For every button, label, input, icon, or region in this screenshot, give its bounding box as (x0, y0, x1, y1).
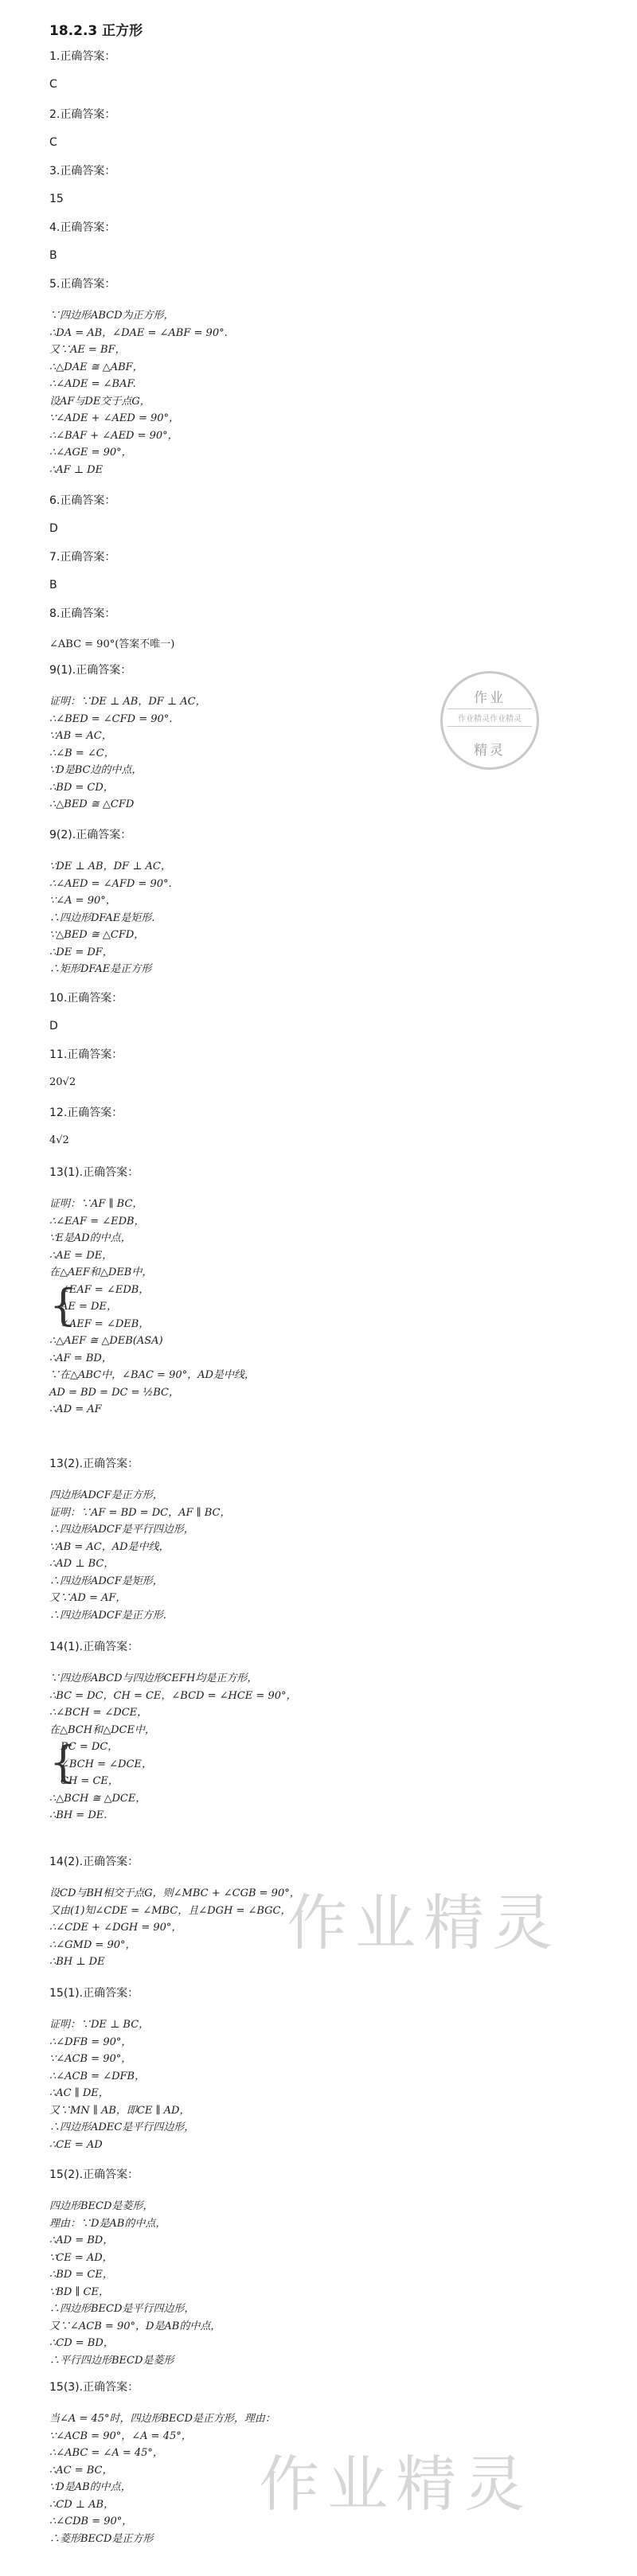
question-label: 1.正确答案： (49, 50, 116, 63)
question-label: 6.正确答案： (49, 494, 116, 507)
solution-line: ∵∠ACB = 90°， (49, 2053, 132, 2065)
solution-line: ∵D是AB的中点， (49, 2481, 131, 2493)
question-label: 14(2).正确答案： (49, 1856, 139, 1868)
solution-line: ∵∠ACB = 90°，∠A = 45°， (49, 2430, 192, 2442)
solution-line: ∴AC = BC， (49, 2464, 113, 2476)
question-label: 9(2).正确答案： (49, 829, 132, 841)
solution-line: AE = DE， (61, 1301, 117, 1313)
solution-line: ∴∠ACB = ∠DFB， (49, 2070, 146, 2082)
solution-line: ∴四边形DFAE是矩形. (49, 911, 155, 924)
solution-line: ∵∠A = 90°， (49, 895, 116, 907)
watermark-text: 作业精灵 (287, 1887, 561, 1958)
solution-line: ∴DE = DF， (49, 946, 113, 958)
watermark-stamp (440, 671, 539, 770)
solution-line: 当∠A = 45°时，四边形BECD是正方形，理由： (49, 2413, 276, 2425)
question-2 (49, 107, 607, 149)
solution-line: ∴∠BCH = ∠DCE， (49, 1707, 148, 1719)
solution-line: ∴∠BAF + ∠AED = 90°， (49, 429, 178, 442)
solution-line: 又∵MN ∥ AB，即CE ∥ AD， (49, 2104, 190, 2117)
question-label: 8.正确答案： (49, 607, 116, 620)
solution-line: ∴AF ⊥ DE (49, 463, 104, 476)
watermark-stamp-middle: 作业精灵作业精灵 (447, 708, 532, 727)
answer-text: ∠ABC = 90°(答案不唯一) (49, 638, 175, 650)
solution-line: 又∵AE = BF， (49, 344, 126, 356)
solution-line: ∴BH = DE. (49, 1809, 107, 1821)
question-4 (49, 221, 607, 262)
question-label: 3.正确答案： (49, 165, 116, 178)
solution-line: CH = CE， (61, 1775, 119, 1787)
solution-line: ∠AEF = ∠DEB， (61, 1317, 150, 1330)
solution-line: ∴∠EAF = ∠EDB， (49, 1215, 145, 1228)
solution-line: ∴菱形BECD是正方形 (49, 2532, 154, 2545)
question-15-3 (49, 2380, 607, 2547)
solution-line: ∴∠CDE + ∠DGH = 90°， (49, 1922, 182, 1934)
solution-line: 四边形BECD是菱形， (49, 2200, 154, 2212)
solution-line: ∴CE = AD (49, 2138, 103, 2151)
solution-line: 设AF与DE交于点G， (49, 395, 150, 408)
solution-line: ∴△BED ≅ △CFD (49, 798, 135, 810)
solution-line: ∴△DAE ≅ △ABF， (49, 361, 143, 373)
question-7 (49, 550, 607, 591)
solution-line: ∵AB = AC， (49, 730, 112, 742)
solution-line: ∵AB = AC，AD是中线， (49, 1540, 170, 1553)
solution-line: ∴AD = AF (49, 1403, 102, 1415)
question-label: 5.正确答案： (49, 278, 116, 291)
solution-line: ∴∠BED = ∠CFD = 90°. (49, 712, 173, 725)
solution-line: BC = DC， (61, 1741, 119, 1753)
question-10 (49, 991, 607, 1032)
question-label: 9(1).正确答案： (49, 664, 132, 677)
question-12 (49, 1106, 607, 1146)
question-13-2 (49, 1457, 607, 1624)
solution-line: ∵CE = AD， (49, 2251, 113, 2264)
solution-line: ∴四边形BECD是平行四边形， (49, 2303, 195, 2315)
solution-line: ∴矩形DFAE是正方形 (49, 963, 152, 975)
solution-line: 理由：∵D是AB的中点， (49, 2217, 166, 2230)
solution-line: ∴∠CDB = 90°， (49, 2516, 133, 2527)
solution-line: 在△BCH和△DCE中， (49, 1723, 155, 1736)
solution-line: ∴∠B = ∠C， (49, 747, 115, 759)
question-13-1 (49, 1165, 607, 1419)
watermark-text: 作业精灵 (259, 2449, 533, 2519)
solution-line: 在△AEF和△DEB中， (49, 1267, 153, 1278)
solution-line: ∴∠DFB = 90°， (49, 2035, 132, 2048)
solution-line: ∵D是BC边的中点， (49, 764, 143, 776)
solution-line: AD = BD = DC = ½BC， (49, 1386, 179, 1399)
solution-line: ∴四边形ADCF是矩形， (49, 1575, 163, 1587)
question-label: 12.正确答案： (49, 1107, 123, 1119)
question-label: 15(1).正确答案： (49, 1987, 139, 2000)
solution-line: ∴∠ABC = ∠A = 45°， (49, 2447, 163, 2459)
solution-line: ∴四边形ADCF是平行四边形， (49, 1524, 194, 1536)
question-6 (49, 494, 607, 535)
question-11 (49, 1048, 607, 1088)
solution-line: ∵DE ⊥ AB，DF ⊥ AC， (49, 861, 171, 872)
brace-symbol: { (49, 1737, 77, 1787)
solution-line: ∴四边形ADEC是平行四边形， (49, 2121, 195, 2133)
solution-line: ∴AD = BD， (49, 2234, 114, 2246)
answer-text: 4√2 (49, 1134, 69, 1146)
answer-text: 15 (49, 193, 64, 205)
watermark-stamp-bottom: 精灵 (474, 743, 506, 759)
answer-text: D (49, 522, 58, 535)
brace-symbol: { (49, 1280, 77, 1330)
solution-line: ∴DA = AB，∠DAE = ∠ABF = 90°. (49, 326, 228, 339)
solution-line: 又∵AD = AF， (49, 1592, 127, 1604)
question-label: 10.正确答案： (49, 992, 123, 1005)
solution-line: 又∵∠ACB = 90°，D是AB的中点， (49, 2320, 221, 2332)
question-label: 2.正确答案： (49, 108, 116, 121)
page-title: 18.2.3 正方形 (49, 23, 143, 39)
watermark-stamp-top: 作业 (474, 690, 506, 706)
question-label: 4.正确答案： (49, 221, 116, 234)
solution-line: ∴BD = CE， (49, 2269, 113, 2281)
solution-line: ∴∠GMD = 90°， (49, 1938, 136, 1951)
solution-line: ∴BC = DC，CH = CE，∠BCD = ∠HCE = 90°， (49, 1689, 297, 1702)
answer-text: B (49, 249, 57, 262)
solution-line: ∴△BCH ≅ △DCE， (49, 1792, 147, 1805)
solution-line: ∠EAF = ∠EDB， (61, 1283, 150, 1296)
solution-line: ∴AC ∥ DE， (49, 2087, 109, 2099)
question-label: 15(2).正确答案： (49, 2168, 139, 2181)
answer-text: 20√2 (49, 1076, 76, 1088)
solution-line: ∴AD ⊥ BC， (49, 1558, 115, 1570)
solution-line: ∴△AEF ≅ △DEB(ASA) (49, 1335, 163, 1347)
solution-line: ∵四边形ABCD为正方形， (49, 310, 174, 322)
solution-line: 证明：∵DE ⊥ BC， (49, 2019, 150, 2031)
answer-text: C (49, 136, 57, 149)
question-label: 13(1).正确答案： (49, 1166, 139, 1179)
solution-line: ∠BCH = ∠DCE， (61, 1758, 152, 1770)
solution-line: ∴AE = DE， (49, 1249, 113, 1262)
question-5 (49, 277, 607, 478)
solution-line: ∴CD ⊥ AB， (49, 2498, 115, 2511)
solution-line: ∴BD = CD， (49, 781, 114, 794)
question-15-2 (49, 2168, 607, 2369)
question-label: 15(3).正确答案： (49, 2381, 139, 2394)
answer-text: B (49, 579, 57, 591)
solution-line: ∵E是AD的中点， (49, 1232, 131, 1244)
solution-line: ∴∠AED = ∠AFD = 90°. (49, 877, 172, 890)
solution-line: ∵∠ADE + ∠AED = 90°， (49, 412, 180, 424)
question-14-2 (49, 1855, 607, 1971)
solution-line: ∴∠ADE = ∠BAF. (49, 378, 136, 390)
question-label: 7.正确答案： (49, 551, 116, 564)
question-label: 13(2).正确答案： (49, 1458, 139, 1470)
question-3 (49, 164, 607, 205)
answer-text: D (49, 1020, 58, 1032)
solution-line: ∴AF = BD， (49, 1352, 112, 1364)
question-1 (49, 49, 607, 91)
solution-line: 四边形ADCF是正方形， (49, 1489, 163, 1501)
question-label: 14(1).正确答案： (49, 1641, 139, 1653)
question-9-2 (49, 828, 607, 978)
solution-line: 证明：∵AF ∥ BC， (49, 1198, 143, 1210)
solution-line: 设CD与BH相交于点G，则∠MBC + ∠CGB = 90°， (49, 1887, 300, 1899)
solution-line: ∵四边形ABCD与四边形CEFH均是正方形， (49, 1672, 258, 1684)
solution-line: ∴CD = BD， (49, 2337, 114, 2349)
solution-line: ∴BH ⊥ DE (49, 1956, 105, 1968)
solution-line: ∴四边形ADCF是正方形. (49, 1609, 166, 1622)
solution-line: ∴∠AGE = 90°， (49, 447, 132, 459)
solution-line: ∵△BED ≅ △CFD， (49, 929, 145, 941)
solution-line: 证明：∵AF = BD = DC，AF ∥ BC， (49, 1506, 231, 1519)
solution-line: ∵在△ABC中，∠BAC = 90°，AD是中线， (49, 1369, 255, 1381)
solution-line: ∴平行四边形BECD是菱形 (49, 2354, 174, 2367)
question-15-1 (49, 1986, 607, 2153)
solution-line: ∵BD ∥ CE， (49, 2285, 109, 2298)
question-8 (49, 607, 607, 650)
solution-line: 又由(1)知∠CDE = ∠MBC，且∠DGH = ∠BGC， (49, 1904, 291, 1917)
solution-line: 证明：∵DE ⊥ AB，DF ⊥ AC， (49, 696, 206, 708)
answer-text: C (49, 78, 57, 91)
question-label: 11.正确答案： (49, 1048, 123, 1061)
question-14-1 (49, 1640, 607, 1825)
